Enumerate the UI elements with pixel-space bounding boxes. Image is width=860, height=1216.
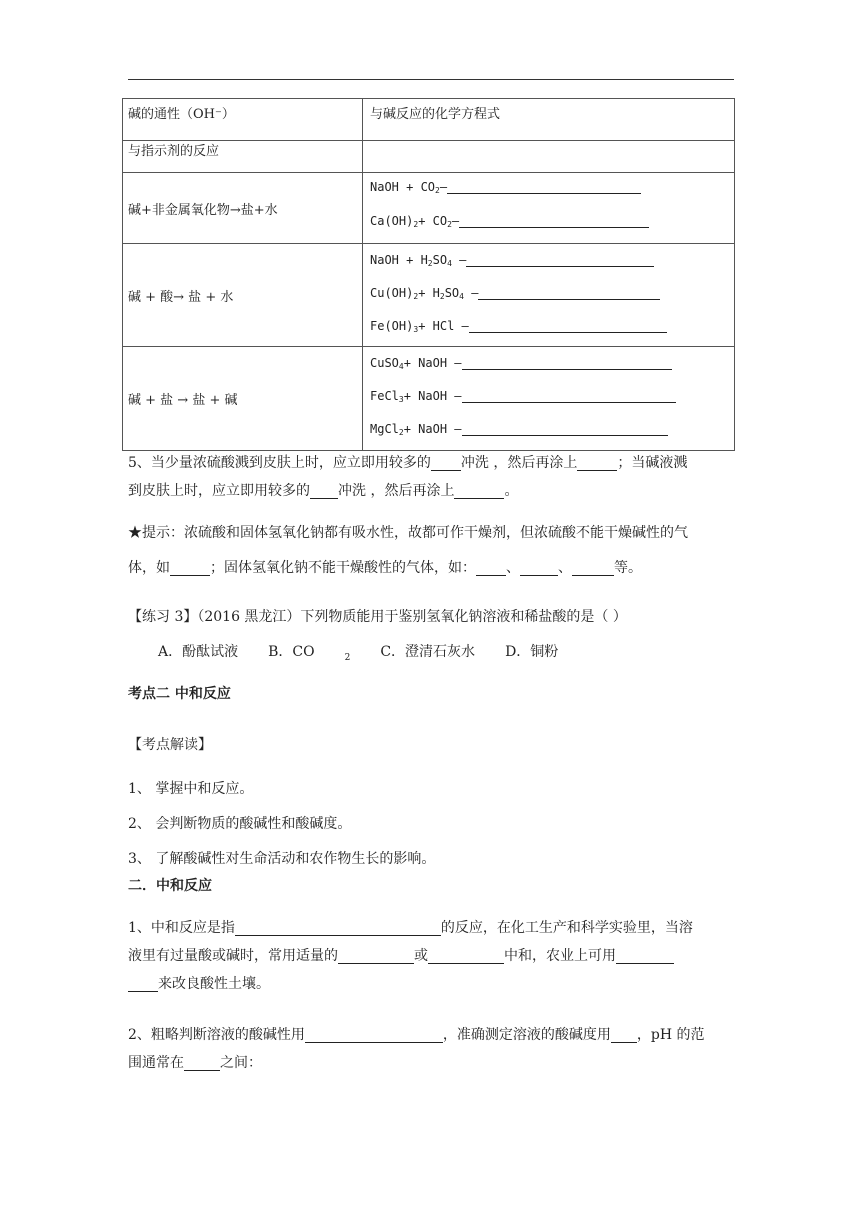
answer-blank[interactable] <box>338 947 414 964</box>
option-a[interactable]: A．酚酞试液 <box>158 644 239 660</box>
row-equations-oxide <box>363 173 735 244</box>
row-answer-empty <box>363 141 735 173</box>
practice-3-question: 【练习 3】（2016 黑龙江）下列物质能用于鉴别氢氧化钠溶液和稀盐酸的是（ ） <box>128 609 627 625</box>
base-properties-table <box>122 98 735 451</box>
answer-blank[interactable] <box>170 559 210 576</box>
practice-3 <box>128 603 734 672</box>
option-c[interactable]: C．澄清石灰水 <box>380 644 476 660</box>
question-5-line-1: 5、当少量浓硫酸溅到皮肤上时，应立即用较多的 冲洗 ，然后再涂上 ；当碱液溅 <box>128 455 688 471</box>
answer-blank[interactable] <box>572 559 614 576</box>
row-equations-salt <box>363 347 735 451</box>
answer-blank[interactable] <box>462 421 668 436</box>
equation-line: MgCl$_2$+ NaOH — <box>370 413 734 446</box>
answer-blank[interactable] <box>611 1026 637 1043</box>
interpretation-heading: 【考点解读】 <box>128 737 212 753</box>
answer-blank[interactable] <box>431 454 461 471</box>
equation-line: $Fe(OH)_3+$ HCl — <box>370 310 734 343</box>
table-header-left: 碱的通性（OH⁻） <box>123 99 363 141</box>
answer-blank[interactable] <box>476 559 506 576</box>
question-5 <box>128 449 734 505</box>
equation-line: NaOH + $H_2SO_4$ — <box>370 244 734 277</box>
header-rule <box>128 79 734 80</box>
option-d[interactable]: D．铜粉 <box>505 644 559 660</box>
option-b[interactable]: B．CO $_2$ <box>268 644 351 663</box>
answer-blank[interactable] <box>184 1054 220 1071</box>
answer-blank[interactable] <box>305 1026 443 1043</box>
answer-blank[interactable] <box>577 454 617 471</box>
answer-blank[interactable] <box>454 482 504 499</box>
answer-blank[interactable] <box>462 388 676 403</box>
answer-blank[interactable] <box>447 179 641 194</box>
neutralization-question-2: 2、粗略判断溶液的酸碱性用 ，准确测定溶液的酸碱度用 ，pH 的范 围通常在 之间： <box>128 1027 705 1071</box>
answer-blank[interactable] <box>128 975 158 992</box>
answer-blank[interactable] <box>235 919 441 936</box>
section-title: 考点二 中和反应 <box>128 686 231 702</box>
table-header-row <box>123 99 735 141</box>
objective-1: 1、 掌握中和反应。 <box>128 781 254 797</box>
answer-blank[interactable] <box>616 947 674 964</box>
answer-blank[interactable] <box>459 213 649 228</box>
row-label-acid: 碱 + 酸→ 盐 + 水 <box>123 244 363 347</box>
answer-blank[interactable] <box>478 285 660 300</box>
equation-line: NaOH + $CO_2—$ <box>370 173 734 201</box>
answer-blank[interactable] <box>466 252 654 267</box>
equation-line: $Cu(OH)_2+ H_2SO_4$ — <box>370 277 734 310</box>
subsection-heading: 二．中和反应 <box>128 878 212 894</box>
practice-3-options <box>128 638 734 672</box>
table-row <box>123 141 735 173</box>
question-5-line-2: 到皮肤上时，应立即用较多的 冲洗 ，然后再涂上 。 <box>128 483 519 499</box>
row-label-indicator: 与指示剂的反应 <box>123 141 363 173</box>
equation-line: CuSO$_4$+ NaOH — <box>370 347 734 380</box>
row-label-salt: 碱 + 盐 → 盐 + 碱 <box>123 347 363 451</box>
answer-blank[interactable] <box>469 318 667 333</box>
row-equations-acid <box>363 244 735 347</box>
neutralization-question-1: 1、中和反应是指 的反应，在化工生产和科学实验里，当溶 液里有过量酸或碱时，常用适量的 或 中和，农业上可用 来改良酸性土壤。 <box>128 920 693 992</box>
answer-blank[interactable] <box>462 355 672 370</box>
table-row <box>123 244 735 347</box>
objective-3: 3、 了解酸碱性对生命活动和农作物生长的影响。 <box>128 851 436 867</box>
answer-blank[interactable] <box>428 947 504 964</box>
answer-blank[interactable] <box>520 559 558 576</box>
answer-blank[interactable] <box>310 482 338 499</box>
table-row <box>123 173 735 244</box>
row-label-nonmetal-oxide: 碱+非金属氧化物→盐+水 <box>123 173 363 244</box>
equation-line: $Ca(OH)_2+$ $CO_2—$ <box>370 201 734 241</box>
table-header-right: 与碱反应的化学方程式 <box>363 99 735 141</box>
equation-line: FeCl$_3$+ NaOH — <box>370 380 734 413</box>
table-row <box>123 347 735 451</box>
objective-2: 2、 会判断物质的酸碱性和酸碱度。 <box>128 816 352 832</box>
tip-paragraph: ★提示：浓硫酸和固体氢氧化钠都有吸水性，故都可作干燥剂，但浓硫酸不能干燥碱性的气 体，如 ；固体氢氧化钠不能干燥酸性的气体，如： 、 、 等。 <box>128 525 688 576</box>
